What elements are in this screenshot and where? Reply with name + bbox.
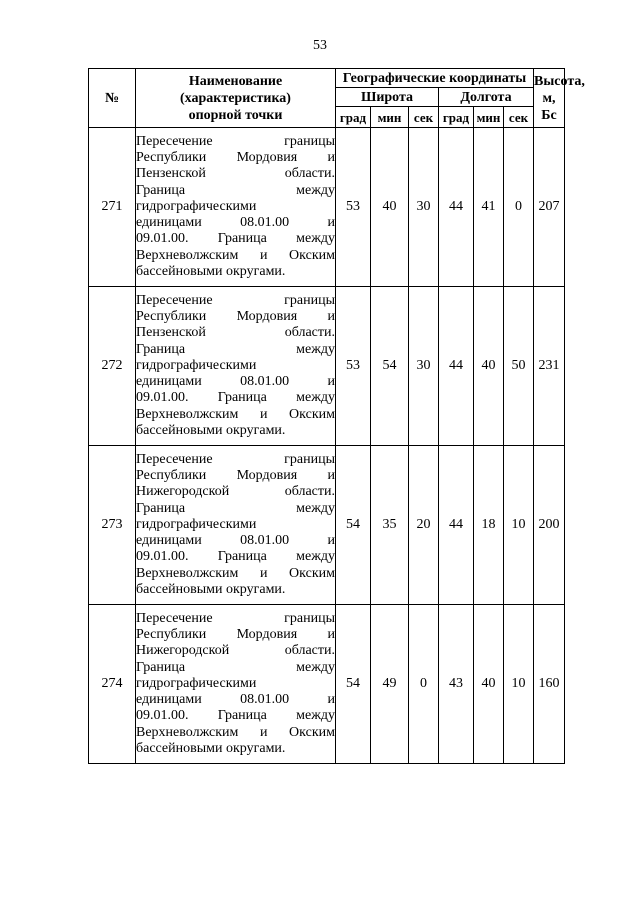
cell-lat-min: 40 (371, 128, 409, 287)
cell-height: 207 (534, 128, 565, 287)
description-line: бассейновыми округами. (136, 581, 286, 597)
description-line: Пересечение границы (136, 134, 335, 150)
page-number: 53 (313, 38, 327, 53)
cell-lat-sec: 30 (409, 128, 439, 287)
header-height (534, 69, 585, 128)
header-longitude: Долгота (439, 88, 534, 107)
cell-height: 160 (534, 605, 565, 764)
description-line: Верхневолжским и Окским (136, 724, 335, 740)
cell-lat-min: 49 (371, 605, 409, 764)
description-line: Граница между (136, 341, 335, 357)
header-num: № (89, 69, 136, 128)
description-line: гидрографическими (136, 675, 257, 691)
header-geo-coords: Географические координаты (336, 69, 534, 88)
description-line: Пересечение границы (136, 452, 335, 468)
cell-lon-min: 18 (474, 446, 504, 605)
cell-lat-sec: 20 (409, 446, 439, 605)
header-height-line2: м, Бс (541, 90, 557, 123)
description-line: Верхневолжским и Окским (136, 565, 335, 581)
cell-lon-sec: 0 (504, 128, 534, 287)
header-lon-deg: град (439, 107, 474, 128)
cell-height: 231 (534, 287, 565, 446)
table-body (89, 128, 565, 764)
cell-lon-deg: 44 (439, 287, 474, 446)
description-line: бассейновыми округами. (136, 263, 286, 279)
description-line: единицами 08.01.00 и (136, 692, 335, 708)
table-row (89, 287, 565, 446)
row-number: 273 (89, 446, 136, 605)
description-line: Республики Мордовия и (136, 468, 335, 484)
cell-lon-min: 41 (474, 128, 504, 287)
header-latitude: Широта (336, 88, 439, 107)
description-line: Нижегородской области. (136, 643, 335, 659)
cell-lat-min: 54 (371, 287, 409, 446)
description-line: единицами 08.01.00 и (136, 374, 335, 390)
description-line: Республики Мордовия и (136, 627, 335, 643)
description-line: 09.01.00. Граница между (136, 390, 335, 406)
description-line: бассейновыми округами. (136, 740, 286, 756)
row-number: 271 (89, 128, 136, 287)
header-height-line1: Высота, (534, 73, 585, 89)
description-line: 09.01.00. Граница между (136, 708, 335, 724)
row-description (136, 446, 336, 605)
description-line: гидрографическими (136, 357, 257, 373)
description-line: Верхневолжским и Окским (136, 406, 335, 422)
row-description (136, 287, 336, 446)
cell-lat-sec: 0 (409, 605, 439, 764)
cell-lat-deg: 53 (336, 287, 371, 446)
description-line: гидрографическими (136, 198, 257, 214)
row-number: 272 (89, 287, 136, 446)
table-row (89, 128, 565, 287)
row-number: 274 (89, 605, 136, 764)
cell-lon-min: 40 (474, 605, 504, 764)
cell-lon-deg: 44 (439, 128, 474, 287)
header-name (136, 69, 336, 128)
cell-lat-deg: 54 (336, 446, 371, 605)
row-description (136, 605, 336, 764)
header-lat-sec: сек (409, 107, 439, 128)
description-line: Граница между (136, 182, 335, 198)
description-line: Республики Мордовия и (136, 150, 335, 166)
description-line: Пензенской области. (136, 325, 335, 341)
cell-lat-deg: 54 (336, 605, 371, 764)
description-line: бассейновыми округами. (136, 422, 286, 438)
table-row (89, 605, 565, 764)
cell-lon-min: 40 (474, 287, 504, 446)
cell-lon-deg: 43 (439, 605, 474, 764)
header-name-line2: (характеристика) (180, 90, 291, 106)
description-line: Пересечение границы (136, 293, 335, 309)
header-lon-sec: сек (504, 107, 534, 128)
description-line: Республики Мордовия и (136, 309, 335, 325)
description-line: 09.01.00. Граница между (136, 549, 335, 565)
cell-height: 200 (534, 446, 565, 605)
header-lat-min: мин (371, 107, 409, 128)
cell-lat-deg: 53 (336, 128, 371, 287)
cell-lon-deg: 44 (439, 446, 474, 605)
row-description (136, 128, 336, 287)
cell-lat-sec: 30 (409, 287, 439, 446)
description-line: 09.01.00. Граница между (136, 231, 335, 247)
header-name-line3: опорной точки (188, 107, 283, 123)
description-line: Нижегородской области. (136, 484, 335, 500)
description-line: Пензенской области. (136, 166, 335, 182)
description-line: Граница между (136, 500, 335, 516)
cell-lon-sec: 10 (504, 446, 534, 605)
description-line: Верхневолжским и Окским (136, 247, 335, 263)
header-lon-min: мин (474, 107, 504, 128)
description-line: единицами 08.01.00 и (136, 215, 335, 231)
cell-lon-sec: 10 (504, 605, 534, 764)
description-line: Граница между (136, 659, 335, 675)
table-row (89, 446, 565, 605)
description-line: единицами 08.01.00 и (136, 533, 335, 549)
cell-lon-sec: 50 (504, 287, 534, 446)
description-line: Пересечение границы (136, 611, 335, 627)
header-lat-deg: град (336, 107, 371, 128)
table-header (89, 69, 585, 128)
header-name-line1: Наименование (188, 73, 283, 89)
description-line: гидрографическими (136, 516, 257, 532)
cell-lat-min: 35 (371, 446, 409, 605)
reference-points-table (88, 68, 585, 764)
